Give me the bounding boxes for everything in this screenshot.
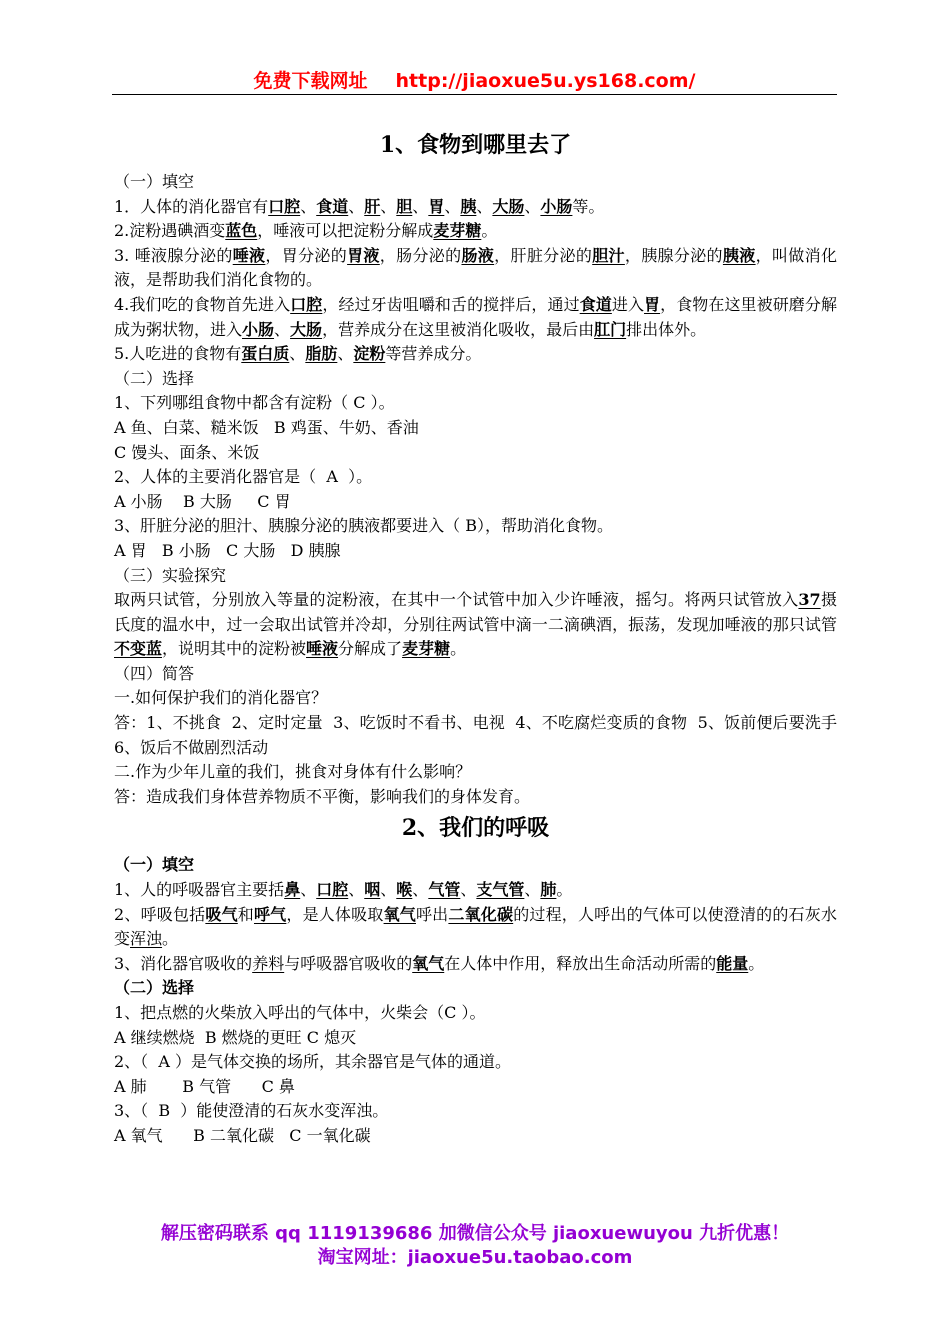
- s1-short-a2: 答：造成我们身体营养物质不平衡，影响我们的身体发育。: [114, 786, 531, 806]
- s2-choice-q1-options: A 继续燃烧 B 燃烧的更旺 C 熄灭: [114, 1027, 357, 1047]
- answer-blank: 淀粉: [353, 344, 386, 364]
- answer-blank: 胆: [396, 196, 413, 216]
- s1-choice-q3-options: A 胃 B 小肠 C 大肠 D 胰腺: [114, 540, 341, 560]
- answer-blank: 蓝色: [225, 221, 258, 241]
- answer-blank: 口腔: [316, 880, 349, 900]
- s1-fill-q1: 1．人体的消化器官有口腔、食道、肝、胆、胃、胰、大肠、小肠等。: [114, 196, 605, 216]
- footer-shop-link[interactable]: 淘宝网址：jiaoxue5u.taobao.com: [317, 1247, 633, 1268]
- answer-blank: 食道: [579, 294, 612, 314]
- s2-choice-q2: 2、（ A ）是气体交换的场所，其余器官是气体的通道。: [114, 1052, 511, 1072]
- answer-blank: 胃: [428, 196, 445, 216]
- s1-choice-heading: （二）选择: [114, 368, 195, 388]
- document-body: [114, 128, 848, 1149]
- answer-blank: 口腔: [290, 294, 323, 314]
- s1-choice-q2-options: A 小肠 B 大肠 C 胃: [114, 491, 291, 511]
- s2-fill-q2: 2、呼吸包括吸气和呼气，是人体吸取氧气呼出二氧化碳的过程，人呼出的气体可以使澄清的的石灰水变浑浊。: [114, 904, 837, 949]
- s1-choice-q2: 2、人体的主要消化器官是（ A ）。: [114, 467, 373, 487]
- answer-blank: 肺: [540, 880, 557, 900]
- s2-choice-q1: 1、把点燃的火柴放入呼出的气体中，火柴会（C ）。: [114, 1003, 486, 1022]
- answer-blank: 喉: [396, 880, 413, 900]
- s2-fill-q3: 3、消化器官吸收的养料与呼吸器官吸收的氧气在人体中作用，释放出生命活动所需的能量。: [114, 953, 765, 973]
- s2-choice-q3: 3、（ B ）能使澄清的石灰水变浑浊。: [114, 1101, 389, 1121]
- answer-blank: 口腔: [268, 196, 301, 216]
- answer-blank: 能量: [716, 953, 749, 973]
- answer-blank: 胃液: [347, 245, 380, 265]
- s1-fill-heading: （一）填空: [114, 172, 195, 191]
- section2-title: 2、我们的呼吸: [401, 815, 550, 842]
- answer-blank: 养料: [252, 953, 285, 973]
- answer-blank: 唾液: [232, 245, 266, 265]
- s1-fill-q3: 3. 唾液腺分泌的唾液，胃分泌的胃液，肠分泌的肠液，肝脏分泌的胆汁，胰腺分泌的胰液，叫做消化液，是帮助我们消化食物的。: [114, 245, 837, 290]
- answer-blank: 肝: [364, 196, 381, 216]
- answer-blank: 二氧化碳: [448, 904, 514, 924]
- s1-short-q1: 一.如何保护我们的消化器官？: [114, 688, 328, 708]
- answer-blank: 胰: [460, 196, 477, 216]
- answer-blank: 蛋白质: [241, 344, 290, 364]
- s1-choice-q3: 3、肝脏分泌的胆汁、胰腺分泌的胰液都要进入（ B），帮助消化食物。: [114, 516, 614, 536]
- answer-blank: 肛门: [594, 319, 627, 339]
- s2-choice-q2-options: A 肺 B 气管 C 鼻: [114, 1076, 295, 1096]
- answer-blank: 麦芽糖: [402, 639, 451, 659]
- answer-blank: 食道: [316, 196, 349, 216]
- answer-blank: 肠液: [461, 245, 495, 265]
- answer-blank: 吸气: [205, 904, 238, 924]
- answer-blank: 气管: [428, 880, 461, 900]
- header-label: 免费下载网址: [253, 70, 368, 92]
- s1-choice-q1-options-ab: A 鱼、白菜、糙米饭 B 鸡蛋、牛奶、香油: [114, 417, 419, 437]
- answer-blank: 氧气: [412, 953, 445, 973]
- answer-blank: 鼻: [284, 880, 301, 900]
- answer-blank: 麦芽糖: [433, 221, 482, 241]
- answer-blank: 小肠: [242, 319, 275, 339]
- s2-fill-heading: （一）填空: [114, 855, 195, 875]
- answer-blank: 不变蓝: [114, 639, 163, 659]
- s1-choice-q1: 1、下列哪组食物中都含有淀粉（ C ）。: [114, 393, 395, 413]
- answer-blank: 小肠: [540, 196, 573, 216]
- answer-blank: 37: [798, 590, 821, 610]
- s1-fill-q4: 4.我们吃的食物首先进入口腔，经过牙齿咀嚼和舌的搅拌后，通过食道进入胃，食物在这里被研磨分解成为粥状物，进入小肠、大肠，营养成分在这里被消化吸收，最后由肛门排出体外。: [114, 294, 837, 339]
- s2-choice-q3-options: A 氧气 B 二氧化碳 C 一氧化碳: [114, 1125, 371, 1145]
- answer-blank: 胃: [644, 294, 661, 314]
- s2-fill-q1: 1、人的呼吸器官主要括鼻、口腔、咽、喉、气管、支气管、肺。: [114, 880, 573, 900]
- s1-short-a1: 答：1、不挑食 2、定时定量 3、吃饭时不看书、电视 4、不吃腐烂变质的食物 5、饭前便后要洗手 6、饭后不做剧烈活动: [114, 713, 848, 757]
- s1-short-q2: 二.作为少年儿童的我们，挑食对身体有什么影响？: [114, 762, 472, 782]
- s1-short-heading: （四）简答: [114, 663, 195, 683]
- s1-fill-q5: 5.人吃进的食物有蛋白质、脂肪、淀粉等营养成分。: [114, 344, 482, 364]
- s1-experiment-text: 取两只试管，分别放入等量的淀粉液，在其中一个试管中加入少许唾液，摇匀。将两只试管放入37摄氏度的温水中，过一会取出试管并冷却，分别往两试管中滴一二滴碘酒，振荡，发现加唾液的那只试管不变蓝，说明其中的淀粉被唾液分解成了麦芽糖。: [114, 590, 837, 659]
- answer-blank: 胰液: [722, 245, 756, 265]
- answer-blank: 大肠: [290, 319, 323, 339]
- section1-title: 1、食物到哪里去了: [379, 132, 572, 158]
- s2-choice-heading: （二）选择: [114, 978, 195, 998]
- answer-blank: 氧气: [383, 904, 416, 924]
- footer-contact: 解压密码联系 qq 1119139686 加微信公众号 jiaoxuewuyou 九折优惠！: [160, 1223, 790, 1244]
- s1-choice-q1-option-c: C 馒头、面条、米饭: [114, 442, 260, 462]
- s1-experiment-heading: （三）实验探究: [114, 565, 227, 585]
- header-url-link[interactable]: http://jiaoxue5u.ys168.com/: [395, 70, 696, 92]
- answer-blank: 唾液: [306, 639, 339, 659]
- download-header: [112, 66, 837, 95]
- answer-blank: 大肠: [492, 196, 525, 216]
- answer-blank: 胆汁: [592, 245, 625, 265]
- answer-blank: 浑浊: [130, 929, 163, 949]
- s1-fill-q2: 2.淀粉遇碘酒变蓝色，唾液可以把淀粉分解成麦芽糖。: [114, 221, 498, 241]
- answer-blank: 呼气: [253, 904, 287, 924]
- answer-blank: 脂肪: [305, 344, 338, 364]
- answer-blank: 咽: [364, 880, 381, 900]
- answer-blank: 支气管: [476, 880, 525, 900]
